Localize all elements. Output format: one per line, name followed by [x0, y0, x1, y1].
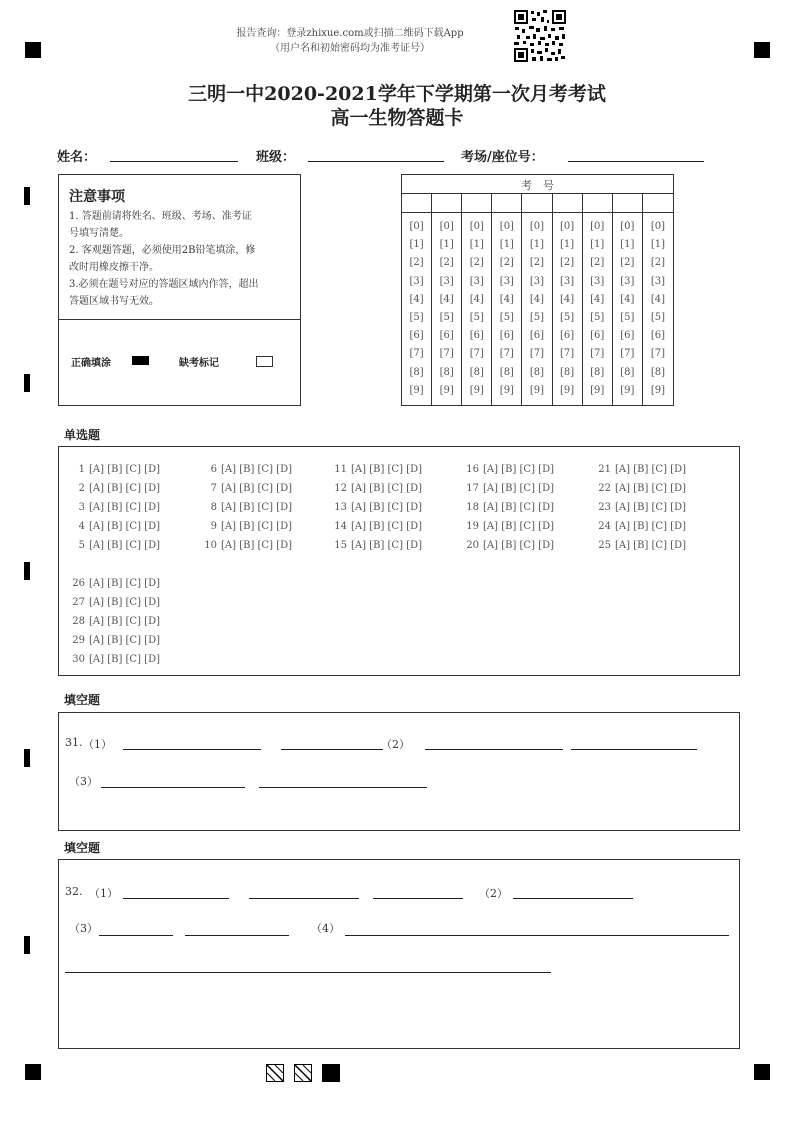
- q31-blank[interactable]: [101, 787, 245, 788]
- exam-id-bubble[interactable]: [2]: [439, 257, 454, 269]
- exam-id-bubble[interactable]: [8]: [499, 366, 514, 378]
- exam-id-bubble[interactable]: [0]: [620, 221, 635, 232]
- exam-id-bubble[interactable]: [7]: [620, 348, 635, 360]
- mc-options[interactable]: [A] [B] [C] [D]: [221, 502, 292, 513]
- mc-question-number: 20: [466, 540, 479, 551]
- exam-id-bubble[interactable]: [9]: [590, 384, 605, 396]
- q31-part2-label: （2）: [381, 738, 410, 751]
- mc-options[interactable]: [A] [B] [C] [D]: [483, 521, 554, 532]
- exam-id-bubble[interactable]: [3]: [590, 275, 605, 287]
- name-label: 姓名：: [57, 150, 97, 165]
- exam-id-bubble[interactable]: [0]: [590, 221, 605, 232]
- mc-question-number: 1: [78, 464, 85, 475]
- exam-id-bubble[interactable]: [4]: [650, 293, 666, 305]
- mc-question[interactable]: [63, 571, 160, 590]
- exam-id-column: [462, 193, 492, 405]
- mc-question-number: 3: [78, 502, 85, 513]
- absent-mark-label: 缺考标记: [179, 358, 219, 369]
- timing-mark: [24, 749, 30, 767]
- q32-part2-label: （2）: [479, 887, 508, 900]
- notice-item: 改时用橡皮擦干净。: [69, 262, 159, 273]
- exam-id-bubble[interactable]: [3]: [409, 275, 424, 287]
- mc-options[interactable]: [A] [B] [C] [D]: [483, 483, 554, 494]
- exam-id-bubble[interactable]: [4]: [439, 293, 454, 305]
- mc-answer-box: [58, 446, 740, 676]
- mc-question[interactable]: [325, 495, 422, 514]
- mc-grid: [59, 447, 739, 675]
- seat-label: 考场/座位号：: [461, 150, 544, 165]
- exam-id-bubble[interactable]: [9]: [560, 384, 575, 396]
- mc-options[interactable]: [A] [B] [C] [D]: [483, 502, 554, 513]
- exam-id-bubble[interactable]: [6]: [650, 330, 666, 342]
- exam-id-bubble[interactable]: [7]: [560, 348, 575, 360]
- seat-field[interactable]: [568, 161, 704, 162]
- mc-question-number: 21: [598, 464, 611, 475]
- exam-id-column: [583, 193, 613, 405]
- q32-blank[interactable]: [185, 935, 289, 936]
- mc-options[interactable]: [A] [B] [C] [D]: [615, 540, 686, 551]
- mc-question-number: 29: [72, 635, 85, 646]
- absent-mark-box[interactable]: [256, 356, 273, 367]
- exam-id-bubble[interactable]: [7]: [469, 348, 484, 360]
- exam-id-bubble[interactable]: [3]: [439, 275, 454, 287]
- exam-id-bubble[interactable]: [4]: [590, 293, 605, 305]
- exam-id-bubble[interactable]: [6]: [499, 330, 514, 342]
- mc-section-label: 单选题: [64, 428, 101, 442]
- exam-id-bubble[interactable]: [1]: [499, 239, 514, 251]
- exam-id-bubble[interactable]: [7]: [650, 348, 666, 360]
- mc-options[interactable]: [A] [B] [C] [D]: [89, 521, 160, 532]
- exam-id-bubble[interactable]: [6]: [439, 330, 454, 342]
- corner-mark-top-left: [25, 42, 41, 58]
- exam-id-bubble[interactable]: [0]: [529, 221, 545, 232]
- mc-question-number: 6: [210, 464, 217, 475]
- mc-options[interactable]: [A] [B] [C] [D]: [89, 597, 160, 608]
- mc-options[interactable]: [A] [B] [C] [D]: [89, 578, 160, 589]
- mc-options[interactable]: [A] [B] [C] [D]: [221, 464, 292, 475]
- mc-question-number: 5: [78, 540, 85, 551]
- exam-id-bubble[interactable]: [3]: [560, 275, 575, 287]
- corner-mark-bottom-right: [754, 1064, 770, 1080]
- mc-question-number: 25: [598, 540, 611, 551]
- exam-id-bubble[interactable]: [9]: [620, 384, 635, 396]
- notice-divider: [59, 319, 300, 320]
- exam-id-bubble[interactable]: [7]: [439, 348, 454, 360]
- mc-options[interactable]: [A] [B] [C] [D]: [351, 502, 422, 513]
- q32-part1-label: （1）: [89, 887, 118, 900]
- exam-id-column: [402, 193, 432, 405]
- exam-id-bubble[interactable]: [1]: [409, 239, 424, 251]
- page-mark-solid: [322, 1064, 340, 1082]
- answer-card-title: 高一生物答题卡: [330, 107, 464, 129]
- fill-section-label-2: 填空题: [64, 841, 101, 855]
- notice-box: [58, 174, 301, 406]
- mc-question[interactable]: [589, 514, 686, 533]
- mc-question[interactable]: [63, 628, 160, 647]
- exam-id-bubble[interactable]: [6]: [560, 330, 575, 342]
- notice-item: 答题区域书写无效。: [69, 296, 159, 307]
- notice-item: 3.必须在题号对应的答题区域内作答，超出: [69, 279, 259, 290]
- mc-question-number: 4: [78, 521, 85, 532]
- exam-id-bubble[interactable]: [8]: [650, 366, 666, 378]
- timing-mark: [24, 936, 30, 954]
- exam-id-column: [432, 193, 462, 405]
- notice-item: 2. 客观题答题，必须使用2B铅笔填涂，修: [69, 245, 256, 256]
- q31-blank[interactable]: [281, 749, 383, 750]
- mc-options[interactable]: [A] [B] [C] [D]: [89, 540, 160, 551]
- mc-question-number: 12: [334, 483, 347, 494]
- exam-id-bubble[interactable]: [1]: [650, 239, 666, 251]
- exam-id-bubble[interactable]: [9]: [439, 384, 454, 396]
- q32-blank[interactable]: [65, 972, 551, 973]
- mc-question-number: 27: [72, 597, 85, 608]
- exam-id-bubble[interactable]: [4]: [469, 293, 484, 305]
- exam-id-bubble[interactable]: [8]: [409, 366, 424, 378]
- exam-id-bubble[interactable]: [5]: [469, 312, 484, 323]
- mc-options[interactable]: [A] [B] [C] [D]: [483, 540, 554, 551]
- mc-question[interactable]: [589, 476, 686, 495]
- exam-id-bubble[interactable]: [8]: [560, 366, 575, 378]
- mc-question-number: 16: [466, 464, 479, 475]
- mc-question[interactable]: [589, 457, 686, 476]
- exam-id-bubble[interactable]: [2]: [620, 257, 635, 269]
- q32-blank[interactable]: [123, 898, 229, 899]
- exam-id-bubble[interactable]: [1]: [439, 239, 454, 251]
- exam-id-bubble[interactable]: [3]: [529, 275, 545, 287]
- mc-question-number: 18: [466, 502, 479, 513]
- exam-id-bubble[interactable]: [2]: [499, 257, 514, 269]
- mc-question[interactable]: [457, 533, 554, 552]
- mc-question-number: 7: [210, 483, 217, 494]
- class-field[interactable]: [308, 161, 444, 162]
- exam-id-bubble[interactable]: [7]: [499, 348, 514, 360]
- mc-options[interactable]: [A] [B] [C] [D]: [483, 464, 554, 475]
- exam-id-column: [553, 193, 583, 405]
- exam-id-bubble[interactable]: [8]: [469, 366, 484, 378]
- exam-id-bubble[interactable]: [1]: [620, 239, 635, 251]
- mc-options[interactable]: [A] [B] [C] [D]: [351, 464, 422, 475]
- exam-id-bubble[interactable]: [0]: [499, 221, 514, 232]
- mc-options[interactable]: [A] [B] [C] [D]: [221, 540, 292, 551]
- mc-question[interactable]: [63, 533, 160, 552]
- exam-id-bubble[interactable]: [0]: [560, 221, 575, 232]
- exam-id-bubble[interactable]: [1]: [529, 239, 545, 251]
- q31-blank[interactable]: [571, 749, 697, 750]
- exam-id-bubble[interactable]: [6]: [469, 330, 484, 342]
- qr-code: [514, 10, 566, 62]
- exam-id-column: [613, 193, 643, 405]
- q31-blank[interactable]: [425, 749, 563, 750]
- exam-id-bubble[interactable]: [8]: [529, 366, 545, 378]
- mc-options[interactable]: [A] [B] [C] [D]: [351, 540, 422, 551]
- q32-blank[interactable]: [249, 898, 359, 899]
- mc-question[interactable]: [63, 590, 160, 609]
- notice-title: 注意事项: [69, 189, 125, 205]
- mc-question-number: 26: [72, 578, 85, 589]
- mc-question[interactable]: [195, 533, 292, 552]
- corner-mark-bottom-left: [25, 1064, 41, 1080]
- class-label: 班级：: [256, 150, 296, 165]
- mc-question-number: 19: [466, 521, 479, 532]
- exam-id-bubble[interactable]: [7]: [409, 348, 424, 360]
- exam-id-bubble[interactable]: [5]: [409, 312, 424, 323]
- mc-options[interactable]: [A] [B] [C] [D]: [221, 483, 292, 494]
- exam-id-bubble[interactable]: [5]: [650, 312, 666, 323]
- exam-id-bubble[interactable]: [6]: [620, 330, 635, 342]
- exam-id-column: [643, 193, 673, 405]
- fill-answer-box-31: [58, 712, 740, 831]
- exam-id-bubble[interactable]: [3]: [499, 275, 514, 287]
- mc-question-number: 30: [72, 654, 85, 665]
- exam-id-bubble[interactable]: [9]: [650, 384, 666, 396]
- mc-options[interactable]: [A] [B] [C] [D]: [615, 483, 686, 494]
- mc-question[interactable]: [195, 495, 292, 514]
- mc-question-number: 24: [598, 521, 611, 532]
- mc-question[interactable]: [195, 514, 292, 533]
- q31-part3-label: （3）: [69, 775, 98, 788]
- fill-answer-box-32: [58, 859, 740, 1049]
- exam-id-bubble[interactable]: [9]: [409, 384, 424, 396]
- exam-id-bubble[interactable]: [0]: [469, 221, 484, 232]
- q32-blank[interactable]: [99, 935, 173, 936]
- corner-mark-top-right: [754, 42, 770, 58]
- exam-id-bubble[interactable]: [3]: [620, 275, 635, 287]
- mc-options[interactable]: [A] [B] [C] [D]: [615, 502, 686, 513]
- mc-question[interactable]: [63, 457, 160, 476]
- mc-question[interactable]: [589, 495, 686, 514]
- exam-id-grid: [401, 174, 674, 406]
- exam-id-bubble[interactable]: [2]: [529, 257, 545, 269]
- timing-mark: [24, 187, 30, 205]
- report-query-text: 报告查询：登录zhixue.com或扫描二维码下载App: [236, 28, 464, 39]
- mc-options[interactable]: [A] [B] [C] [D]: [89, 616, 160, 627]
- exam-id-bubble[interactable]: [8]: [620, 366, 635, 378]
- mc-question[interactable]: [457, 476, 554, 495]
- exam-id-bubble[interactable]: [1]: [469, 239, 484, 251]
- mc-question[interactable]: [457, 514, 554, 533]
- q32-blank[interactable]: [513, 898, 633, 899]
- exam-id-bubble[interactable]: [6]: [529, 330, 545, 342]
- exam-id-bubble[interactable]: [5]: [560, 312, 575, 323]
- exam-id-bubble[interactable]: [0]: [650, 221, 666, 232]
- mc-question-number: 22: [598, 483, 611, 494]
- exam-id-bubble[interactable]: [4]: [499, 293, 514, 305]
- exam-id-bubble[interactable]: [5]: [499, 312, 514, 323]
- mc-question[interactable]: [63, 514, 160, 533]
- exam-id-bubble[interactable]: [9]: [499, 384, 514, 396]
- q31-blank[interactable]: [123, 749, 261, 750]
- exam-id-bubble[interactable]: [7]: [529, 348, 545, 360]
- mc-question-number: 2: [78, 483, 85, 494]
- exam-id-bubble[interactable]: [5]: [439, 312, 454, 323]
- mc-question[interactable]: [589, 533, 686, 552]
- mc-question[interactable]: [63, 476, 160, 495]
- name-field[interactable]: [110, 161, 238, 162]
- mc-question-number: 28: [72, 616, 85, 627]
- q32-part3-label: （3）: [69, 922, 98, 935]
- exam-id-bubble[interactable]: [7]: [590, 348, 605, 360]
- notice-item: 1. 答题前请将姓名、班级、考场、准考证: [69, 211, 252, 222]
- exam-id-columns: [402, 193, 673, 405]
- exam-id-bubble[interactable]: [3]: [650, 275, 666, 287]
- exam-id-bubble[interactable]: [0]: [409, 221, 424, 232]
- q32-part4-label: （4）: [311, 922, 340, 935]
- mc-options[interactable]: [A] [B] [C] [D]: [221, 521, 292, 532]
- mc-question[interactable]: [325, 533, 422, 552]
- exam-id-bubble[interactable]: [5]: [529, 312, 545, 323]
- exam-title: 三明一中2020-2021学年下学期第一次月考考试: [188, 83, 606, 105]
- mc-options[interactable]: [A] [B] [C] [D]: [615, 464, 686, 475]
- exam-id-bubble[interactable]: [4]: [560, 293, 575, 305]
- exam-id-bubble[interactable]: [5]: [620, 312, 635, 323]
- mc-question-number: 14: [334, 521, 347, 532]
- exam-id-bubble[interactable]: [8]: [439, 366, 454, 378]
- q32-blank[interactable]: [345, 935, 729, 936]
- mc-question-number: 13: [334, 502, 347, 513]
- timing-mark: [24, 562, 30, 580]
- exam-id-title: 考 号: [521, 179, 554, 192]
- exam-id-bubble[interactable]: [6]: [409, 330, 424, 342]
- exam-id-bubble[interactable]: [9]: [469, 384, 484, 396]
- mc-question-number: 9: [210, 521, 217, 532]
- notice-item: 号填写清楚。: [69, 228, 129, 239]
- mc-options[interactable]: [A] [B] [C] [D]: [89, 483, 160, 494]
- exam-id-bubble[interactable]: [3]: [469, 275, 484, 287]
- exam-id-bubble[interactable]: [1]: [590, 239, 605, 251]
- mc-question-number: 11: [334, 464, 347, 475]
- mc-question[interactable]: [325, 514, 422, 533]
- login-hint-text: （用户名和初始密码均为准考证号）: [270, 43, 430, 54]
- exam-id-bubble[interactable]: [2]: [560, 257, 575, 269]
- exam-id-bubble[interactable]: [4]: [620, 293, 635, 305]
- mc-options[interactable]: [A] [B] [C] [D]: [89, 502, 160, 513]
- exam-id-bubble[interactable]: [6]: [590, 330, 605, 342]
- exam-id-bubble[interactable]: [2]: [650, 257, 666, 269]
- notice-list: [69, 208, 297, 310]
- mc-question[interactable]: [457, 495, 554, 514]
- exam-id-bubble[interactable]: [8]: [590, 366, 605, 378]
- mc-question[interactable]: [63, 609, 160, 628]
- filled-sample: [132, 356, 149, 365]
- mc-question[interactable]: [325, 476, 422, 495]
- q32-blank[interactable]: [373, 898, 463, 899]
- mc-options[interactable]: [A] [B] [C] [D]: [351, 483, 422, 494]
- mc-question[interactable]: [195, 457, 292, 476]
- mc-question-number: 17: [466, 483, 479, 494]
- q31-part1-label: （1）: [83, 738, 112, 751]
- exam-id-bubble[interactable]: [5]: [590, 312, 605, 323]
- exam-id-bubble[interactable]: [4]: [409, 293, 424, 305]
- mc-question[interactable]: [195, 476, 292, 495]
- mc-options[interactable]: [A] [B] [C] [D]: [89, 464, 160, 475]
- mc-options[interactable]: [A] [B] [C] [D]: [351, 521, 422, 532]
- exam-id-bubble[interactable]: [9]: [529, 384, 545, 396]
- q31-blank[interactable]: [259, 787, 427, 788]
- mc-question[interactable]: [325, 457, 422, 476]
- fill-section-label-1: 填空题: [64, 693, 101, 707]
- mc-question[interactable]: [457, 457, 554, 476]
- page-mark-hatched: [266, 1064, 284, 1082]
- timing-mark: [24, 374, 30, 392]
- mc-options[interactable]: [A] [B] [C] [D]: [615, 521, 686, 532]
- exam-id-bubble[interactable]: [2]: [409, 257, 424, 269]
- page-mark-hatched: [294, 1064, 312, 1082]
- exam-id-bubble[interactable]: [2]: [469, 257, 484, 269]
- exam-id-column: [522, 193, 552, 405]
- mc-options[interactable]: [A] [B] [C] [D]: [89, 654, 160, 665]
- exam-id-column: [492, 193, 522, 405]
- mc-options[interactable]: [A] [B] [C] [D]: [89, 635, 160, 646]
- exam-id-bubble[interactable]: [1]: [560, 239, 575, 251]
- mc-question-number: 8: [210, 502, 217, 513]
- q32-number: 32.: [65, 885, 83, 898]
- mc-question[interactable]: [63, 647, 160, 666]
- mc-question[interactable]: [63, 495, 160, 514]
- exam-id-bubble[interactable]: [0]: [439, 221, 454, 232]
- mc-question-number: 10: [204, 540, 217, 551]
- exam-id-bubble[interactable]: [2]: [590, 257, 605, 269]
- mc-question-number: 15: [334, 540, 347, 551]
- fill-correct-label: 正确填涂: [71, 358, 111, 369]
- exam-id-bubble[interactable]: [4]: [529, 293, 545, 305]
- q31-number: 31.: [65, 736, 83, 749]
- mc-question-number: 23: [598, 502, 611, 513]
